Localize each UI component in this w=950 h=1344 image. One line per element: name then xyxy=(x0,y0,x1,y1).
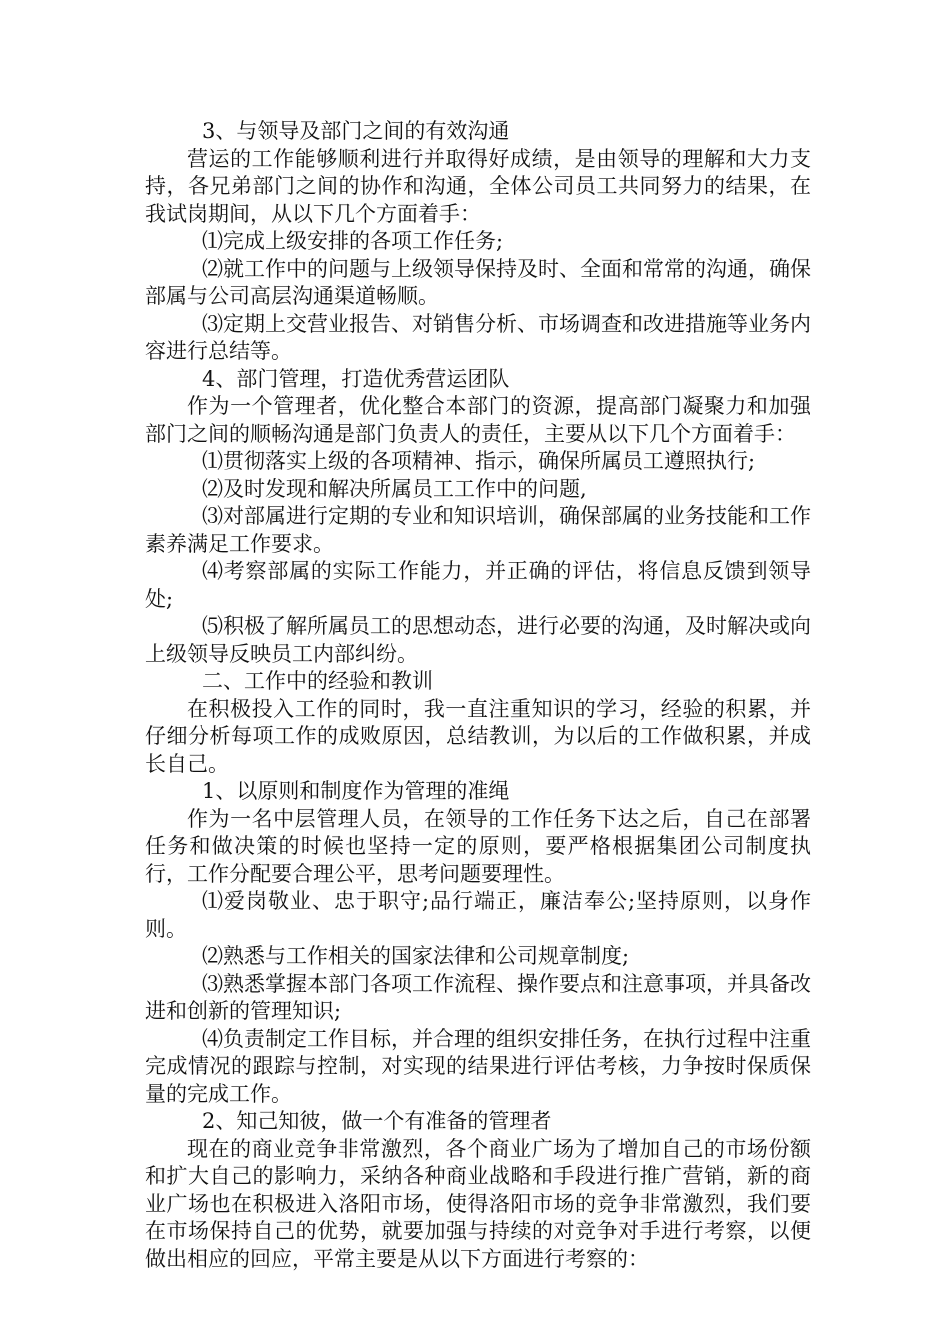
document-page xyxy=(145,118,811,1273)
list-item: ⑴爱岗敬业、忠于职守;品行端正，廉洁奉公;坚持原则，以身作则。 xyxy=(145,889,811,941)
list-item: ⑸积极了解所属员工的思想动态，进行必要的沟通，及时解决或向上级领导反映员工内部纠纷。 xyxy=(145,614,811,666)
body-paragraph: 作为一个管理者，优化整合本部门的资源，提高部门凝聚力和加强部门之间的顺畅沟通是部门负责人的责任，主要从以下几个方面着手： xyxy=(145,394,811,446)
list-item: ⑶对部属进行定期的专业和知识培训，确保部属的业务技能和工作素养满足工作要求。 xyxy=(145,504,811,556)
body-paragraph: 营运的工作能够顺利进行并取得好成绩，是由领导的理解和大力支持，各兄弟部门之间的协作和沟通，全体公司员工共同努力的结果，在我试岗期间，从以下几个方面着手： xyxy=(145,146,811,226)
list-item: ⑷考察部属的实际工作能力，并正确的评估，将信息反馈到领导处; xyxy=(145,559,811,611)
list-item: ⑴完成上级安排的各项工作任务; xyxy=(202,229,504,253)
section-heading: 3、与领导及部门之间的有效沟通 xyxy=(202,119,510,143)
section-heading: 1、以原则和制度作为管理的准绳 xyxy=(202,779,510,803)
list-item: ⑵熟悉与工作相关的国家法律和公司规章制度; xyxy=(202,944,630,968)
list-item: ⑶熟悉掌握本部门各项工作流程、操作要点和注意事项，并具备改进和创新的管理知识; xyxy=(145,971,811,1023)
list-item: ⑷负责制定工作目标，并合理的组织安排任务，在执行过程中注重完成情况的跟踪与控制，对实现的结果进行评估考核，力争按时保质保量的完成工作。 xyxy=(145,1026,811,1106)
list-item: ⑵及时发现和解决所属员工工作中的问题, xyxy=(202,476,587,501)
body-paragraph: 现在的商业竞争非常激烈，各个商业广场为了增加自己的市场份额和扩大自己的影响力，采纳各种商业战略和手段进行推广营销，新的商业广场也在积极进入洛阳市场，使得洛阳市场的竞争非常激烈，我们要在市场保持自己的优势，就要加强与持续的对竞争对手进行考察，以便做出相应的回应，平常主要是从以下方面进行考察的： xyxy=(145,1136,811,1271)
section-heading: 二、工作中的经验和教训 xyxy=(202,669,433,693)
list-item: ⑵就工作中的问题与上级领导保持及时、全面和常常的沟通，确保部属与公司高层沟通渠道畅顺。 xyxy=(145,256,811,308)
list-item: ⑶定期上交营业报告、对销售分析、市场调查和改进措施等业务内容进行总结等。 xyxy=(145,311,811,363)
body-paragraph: 在积极投入工作的同时，我一直注重知识的学习，经验的积累，并仔细分析每项工作的成败原因，总结教训，为以后的工作做积累，并成长自己。 xyxy=(145,696,811,776)
section-heading: 4、部门管理，打造优秀营运团队 xyxy=(202,366,510,391)
body-paragraph: 作为一名中层管理人员，在领导的工作任务下达之后，自己在部署任务和做决策的时候也坚持一定的原则，要严格根据集团公司制度执行，工作分配要合理公平，思考问题要理性。 xyxy=(145,806,811,886)
list-item: ⑴贯彻落实上级的各项精神、指示，确保所属员工遵照执行; xyxy=(202,449,756,473)
section-heading: 2、知己知彼，做一个有准备的管理者 xyxy=(202,1109,552,1133)
